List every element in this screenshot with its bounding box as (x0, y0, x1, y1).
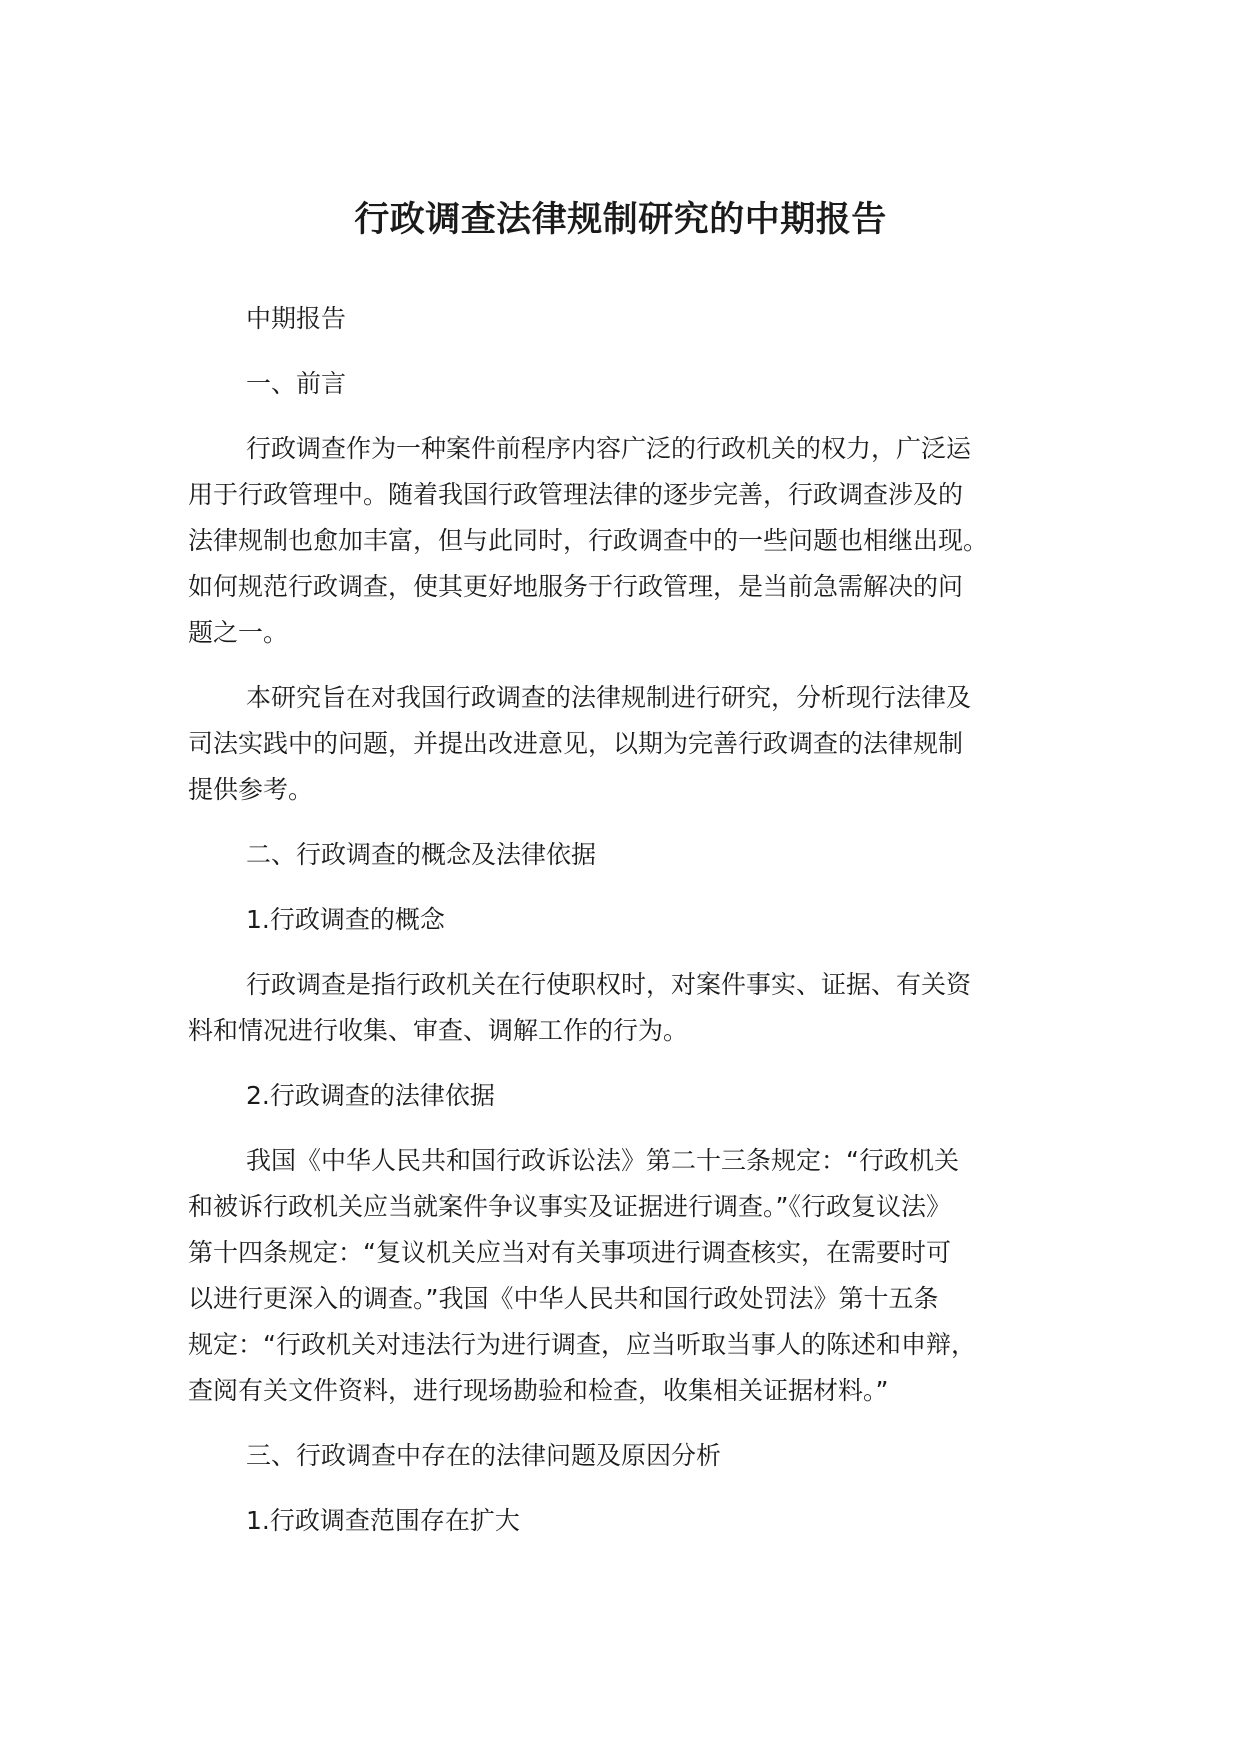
document-body (188, 296, 1088, 1563)
section-heading (188, 296, 1088, 342)
line: 规定：“行政机关对违法行为进行调查，应当听取当事人的陈述和申辩， (188, 1330, 976, 1359)
line: 2.行政调查的法律依据 (246, 1081, 495, 1110)
subsection-heading (188, 1498, 1088, 1544)
line: 1.行政调查的概念 (246, 905, 445, 934)
section-heading (188, 832, 1088, 878)
line: 第十四条规定：“复议机关应当对有关事项进行调查核实，在需要时可 (188, 1238, 951, 1267)
subsection-heading (188, 1073, 1088, 1119)
line: 以进行更深入的调查。”我国《中华人民共和国行政处罚法》第十五条 (188, 1284, 939, 1313)
line: 二、行政调查的概念及法律依据 (246, 840, 597, 869)
line: 行政调查作为一种案件前程序内容广泛的行政机关的权力，广泛运 (246, 434, 972, 463)
line: 题之一。 (188, 618, 289, 647)
line: 三、行政调查中存在的法律问题及原因分析 (246, 1441, 722, 1470)
section-heading (188, 1433, 1088, 1479)
page-title: 行政调查法律规制研究的中期报告 (354, 200, 887, 241)
line: 1.行政调查范围存在扩大 (246, 1506, 520, 1535)
line: 料和情况进行收集、审查、调解工作的行为。 (188, 1016, 689, 1045)
line: 行政调查是指行政机关在行使职权时，对案件事实、证据、有关资 (246, 970, 972, 999)
line: 法律规制也愈加丰富，但与此同时，行政调查中的一些问题也相继出现。 (188, 526, 989, 555)
line: 查阅有关文件资料，进行现场勘验和检查，收集相关证据材料。” (188, 1376, 889, 1405)
line: 用于行政管理中。随着我国行政管理法律的逐步完善，行政调查涉及的 (188, 480, 964, 509)
body-paragraph (188, 962, 1088, 1054)
body-paragraph (188, 675, 1088, 813)
line: 提供参考。 (188, 775, 314, 804)
line: 如何规范行政调查，使其更好地服务于行政管理，是当前急需解决的问 (188, 572, 964, 601)
line: 一、前言 (246, 369, 347, 398)
section-heading (188, 361, 1088, 407)
body-paragraph (188, 426, 1088, 656)
line: 中期报告 (246, 304, 347, 333)
subsection-heading (188, 897, 1088, 943)
line: 和被诉行政机关应当就案件争议事实及证据进行调查。”《行政复议法》 (188, 1192, 951, 1221)
line: 本研究旨在对我国行政调查的法律规制进行研究，分析现行法律及 (246, 683, 972, 712)
line: 司法实践中的问题，并提出改进意见，以期为完善行政调查的法律规制 (188, 729, 964, 758)
body-paragraph (188, 1138, 1088, 1414)
line: 我国《中华人民共和国行政诉讼法》第二十三条规定：“行政机关 (246, 1146, 959, 1175)
